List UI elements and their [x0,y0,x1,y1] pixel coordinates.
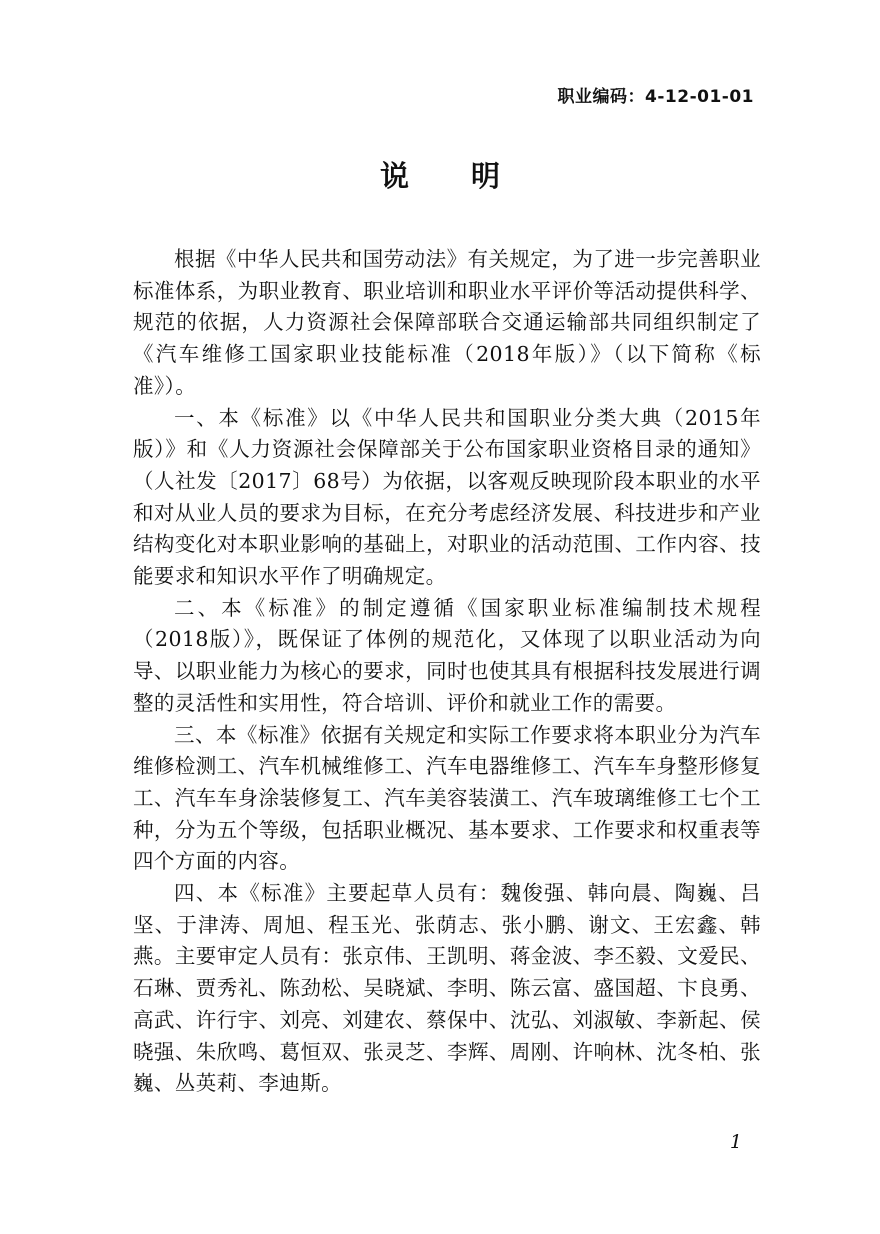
page-number: 1 [729,1131,742,1153]
paragraph-standard-rules: 二、本《标准》的制定遵循《国家职业标准编制技术规程（2018版）》，既保证了体例的规范化，又体现了以职业活动为向导、以职业能力为核心的要求，同时也使其具有根据科技发展进行调整的灵活性和实用性，符合培训、评价和就业工作的需要。 [133,595,761,715]
paragraph-intro: 根据《中华人民共和国劳动法》有关规定，为了进一步完善职业标准体系，为职业教育、职业培训和职业水平评价等活动提供科学、规范的依据，人力资源社会保障部联合交通运输部共同组织制定了《汽车维修工国家职业技能标准（2018年版）》（以下简称《标准》）。 [133,247,761,398]
occupation-code: 职业编码：4-12-01-01 [557,87,754,107]
page-title: 说明 [379,159,562,193]
paragraph-job-types: 三、本《标准》依据有关规定和实际工作要求将本职业分为汽车维修检测工、汽车机械维修工、汽车电器维修工、汽车车身整形修复工、汽车车身涂装修复工、汽车美容装潢工、汽车玻璃维修工七个工种，分为五个等级，包括职业概况、基本要求、工作要求和权重表等四个方面的内容。 [133,722,761,874]
paragraph-authors: 四、本《标准》主要起草人员有：魏俊强、韩向晨、陶巍、吕坚、于津涛、周旭、程玉光、张荫志、张小鹏、谢文、王宏鑫、韩燕。主要审定人员有：张京伟、王凯明、蒋金波、李丕毅、文爱民、石琳、贾秀礼、陈劲松、吴晓斌、李明、陈云富、盛国超、卞良勇、高武、许行宇、刘亮、刘建农、蔡保中、沈弘、刘淑敏、李新起、侯晓强、朱欣鸣、葛恒双、张灵芝、李辉、周刚、许响林、沈冬柏、张巍、丛英莉、李迪斯。 [133,881,761,1096]
body-text [133,244,761,1100]
paragraph-basis: 一、本《标准》以《中华人民共和国职业分类大典（2015年版）》和《人力资源社会保障部关于公布国家职业资格目录的通知》（人社发〔2017〕68号）为依据，以客观反映现阶段本职业的水平和对从业人员的要求为目标，在充分考虑经济发展、科技进步和产业结构变化对本职业影响的基础上，对职业的活动范围、工作内容、技能要求和知识水平作了明确规定。 [133,405,761,589]
